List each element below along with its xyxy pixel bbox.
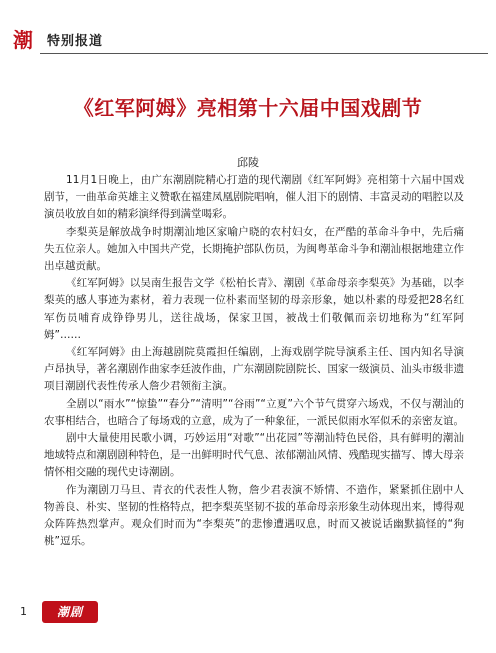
publication-logo-mark: 潮 (13, 28, 33, 52)
paragraph: 全剧以“雨水”“惊蛰”“春分”“清明”“谷雨”“立夏”六个节气贯穿六场戏，不仅与潮汕的农事相结合，也暗合了每场戏的立意，成为了一种象征，一派民似雨水军似禾的亲密友谊。 (44, 397, 464, 427)
paragraph: 《红军阿姆》以吴南生报告文学《松柏长青》、潮剧《革命母亲李梨英》为基础，以李梨英的感人事迹为素材，着力表现一位朴素而坚韧的母亲形象，她以朴素的母爱把28名红军伤员哺育成铮铮男儿，送往战场，保家卫国，被战士们敬佩而亲切地称为“红军阿姆”…… (44, 277, 464, 341)
article-body (44, 172, 464, 550)
paragraph: 剧中大量使用民歌小调，巧妙运用“对歌”“出花园”等潮汕特色民俗，具有鲜明的潮汕地域特点和潮剧剧种特色，是一出鲜明时代气息、浓郁潮汕风情、残酷现实描写、博大母亲情怀相交融的现代史诗潮剧。 (44, 432, 464, 479)
section-label: 特别报道 (47, 34, 104, 49)
paragraph: 11月1日晚上，由广东潮剧院精心打造的现代潮剧《红军阿姆》亮相第十六届中国戏剧节，一曲革命英雄主义赞歌在福建凤凰剧院唱响，催人泪下的剧情、丰富灵动的唱腔以及演员收放自如的精彩演绎得到满堂喝彩。 (44, 174, 464, 221)
paragraph: 李梨英是解放战争时期潮汕地区家喻户晓的农村妇女，在严酷的革命斗争中，先后痛失五位亲人。她加入中国共产党，长期掩护部队伤员，为闽粤革命斗争和潮汕根据地建立作出卓越贡献。 (44, 225, 464, 273)
page-number: 1 (20, 605, 27, 618)
article-title: 《红军阿姆》亮相第十六届中国戏剧节 (73, 96, 423, 120)
header-divider (40, 53, 488, 54)
footer-logo: 潮剧 (42, 601, 98, 623)
paragraph: 《红军阿姆》由上海越剧院莫霞担任编剧，上海戏剧学院导演系主任、国内知名导演卢昂执导，著名潮剧作曲家李廷波作曲，广东潮剧院剧院长、国家一级演员、汕头市级非遗项目潮剧代表性传承人詹少君领衔主演。 (44, 346, 464, 393)
article-author: 邱陵 (237, 156, 259, 169)
paragraph: 作为潮剧刀马旦、青衣的代表性人物，詹少君表演不矫情、不造作，紧紧抓住剧中人物善良、朴实、坚韧的性格特点，把李梨英坚韧不拔的革命母亲形象生动体现出来，博得观众阵阵热烈掌声。观众们时而为“李梨英”的悲惨遭遇叹息，时而又被说话幽默搞怪的“狗桃”逗乐。 (44, 483, 464, 548)
